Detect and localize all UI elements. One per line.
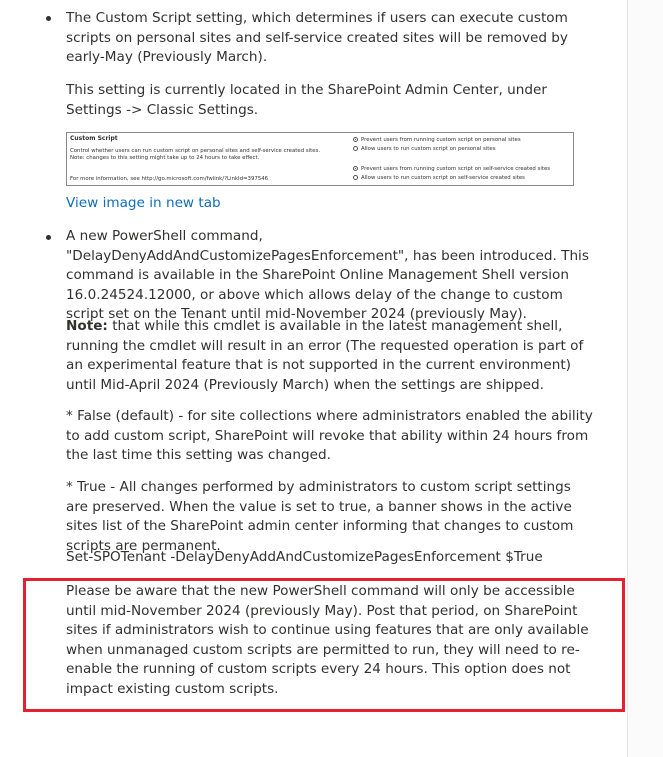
bullet-icon — [46, 16, 51, 21]
figure-option: Prevent users from running custom script on personal sites — [353, 137, 521, 144]
custom-script-settings-image — [66, 132, 574, 186]
figure-more-info: For more information, see http://go.microsoft.com/fwlink/?LinkId=397546 — [70, 176, 269, 182]
figure-option: Allow users to run custom script on self-service created sites — [353, 175, 525, 182]
figure-description: Control whether users can run custom script on personal sites and self-service created sites. Note: changes to this setting might take up to 24 hours to take effect. — [70, 148, 321, 161]
figure-option: Prevent users from running custom script on self-service created sites — [353, 166, 550, 173]
radio-selected-icon — [353, 166, 358, 171]
note-paragraph — [66, 317, 596, 395]
highlighted-notice-text: Please be aware that the new PowerShell command will only be accessible until mid-November 2024 (previously May). Post that period, on SharePoint sites if administrators wish to continue using features that are only available when unmanaged custom scripts are permitted to run, they will need to re-enable the running of custom scripts every 24 hours. This option does not impact existing custom scripts. — [66, 583, 589, 697]
radio-unselected-icon — [353, 175, 358, 180]
powershell-command-text: A new PowerShell command, "DelayDenyAddAndCustomizePagesEnforcement", has been introduced. This command is available in the SharePoint Online Management Shell version 16.0.24524.12000, or above which allows delay of the change to custom script set on the Tenant until mid-November 2024 (previously May). — [66, 228, 589, 322]
custom-script-removal-text: The Custom Script setting, which determines if users can execute custom scripts on personal sites and self-service created sites will be removed by early-May (Previously March). — [66, 10, 568, 65]
view-image-link[interactable]: View image in new tab — [66, 195, 221, 211]
false-option-text: * False (default) - for site collections where administrators enabled the ability to add custom script, SharePoint will revoke that ability within 24 hours from the last time this setting was changed. — [66, 408, 593, 463]
radio-unselected-icon — [353, 146, 358, 151]
true-option-text: * True - All changes performed by administrators to custom script settings are preserved. When the value is set to true, a banner shows in the active sites list of the SharePoint admin center informing that changes to custom scripts are permanent. — [66, 479, 574, 554]
setting-location-text: This setting is currently located in the SharePoint Admin Center, under Settings -> Classic Settings. — [66, 82, 547, 118]
figure-title: Custom Script — [70, 135, 118, 142]
note-text: that while this cmdlet is available in the latest management shell, running the cmdlet will result in an error (The requested operation is part of an experimental feature that is not supported in the current environment) until Mid-April 2024 (Previously March) when the settings are shipped. — [66, 318, 584, 393]
side-panel-edge — [627, 0, 663, 757]
note-label: Note: — [66, 318, 108, 334]
figure-option: Allow users to run custom script on personal sites — [353, 146, 496, 153]
radio-selected-icon — [353, 137, 358, 142]
bullet-icon — [46, 235, 51, 240]
powershell-command-example: Set-SPOTenant -DelayDenyAddAndCustomizePagesEnforcement $True — [66, 549, 543, 565]
